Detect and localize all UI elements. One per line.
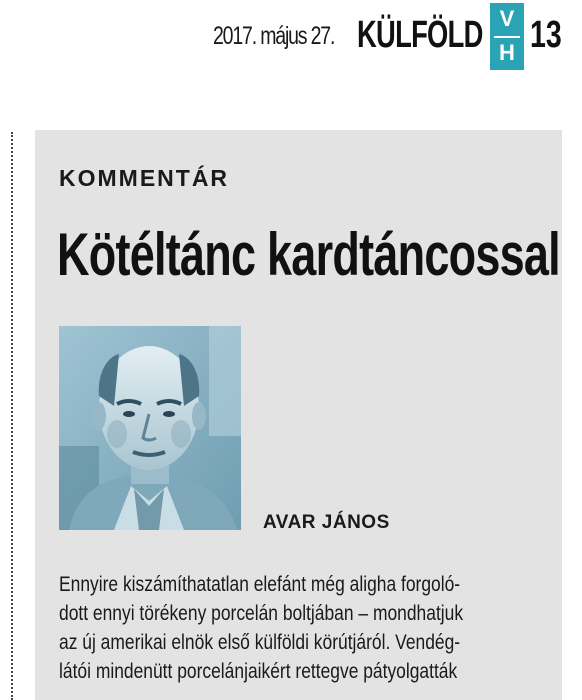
issue-date: 2017. május 27. bbox=[213, 22, 335, 50]
logo-divider bbox=[494, 36, 520, 38]
section-title: KÜLFÖLD bbox=[357, 14, 483, 56]
body-line: dott ennyi törékeny porcelán boltjában – mondhatjuk bbox=[59, 602, 464, 625]
logo-letter-top: V bbox=[499, 6, 515, 31]
author-photo bbox=[59, 326, 241, 530]
article-kicker: KOMMENTÁR bbox=[59, 165, 230, 191]
newspaper-logo bbox=[490, 3, 524, 70]
body-line: látói mindenütt porcelánjaikért rettegve pátyolgatták bbox=[59, 660, 458, 683]
body-line: Ennyire kiszámíthatatlan elefánt még aligha forgoló- bbox=[59, 573, 461, 596]
article-title: Kötéltánc kardtáncossal bbox=[57, 221, 560, 288]
column-divider bbox=[11, 132, 13, 700]
page-number: 13 bbox=[530, 14, 562, 56]
commentary-box bbox=[35, 130, 562, 700]
body-line: az új amerikai elnök első külföldi körútjáról. Vendég- bbox=[59, 631, 461, 654]
article-body bbox=[59, 570, 557, 686]
page-header bbox=[0, 0, 582, 80]
logo-letter-bottom: H bbox=[499, 40, 515, 65]
author-name: AVAR JÁNOS bbox=[263, 512, 390, 533]
